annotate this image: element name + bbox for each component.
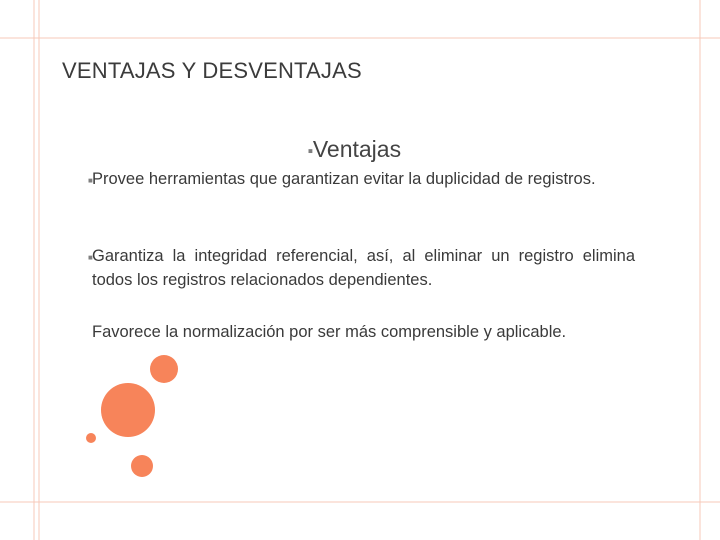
- bullet-dot-icon: ■: [308, 146, 313, 156]
- paragraph-2: [88, 244, 635, 292]
- bullet-dot-icon: ■: [88, 176, 93, 185]
- paragraph-1: [88, 167, 635, 191]
- paragraph-1-text: Provee herramientas que garantizan evitar la duplicidad de registros.: [92, 170, 596, 188]
- section-subtitle: [308, 136, 401, 163]
- paragraph-2-text: Garantiza la integridad referencial, así, al eliminar un registro elimina todos los registros relacionados dependientes.: [92, 247, 635, 289]
- decorative-circle-4: [131, 455, 153, 477]
- paragraph-3: [92, 320, 635, 344]
- section-subtitle-text: Ventajas: [312, 136, 402, 162]
- bullet-dot-icon: ■: [88, 253, 93, 262]
- decorative-circle-3: [86, 433, 96, 443]
- slide-title: VENTAJAS Y DESVENTAJAS: [62, 58, 362, 83]
- decorative-circle-2: [101, 383, 155, 437]
- paragraph-3-text: Favorece la normalización por ser más comprensible y aplicable.: [92, 323, 567, 341]
- decorative-circle-1: [150, 355, 178, 383]
